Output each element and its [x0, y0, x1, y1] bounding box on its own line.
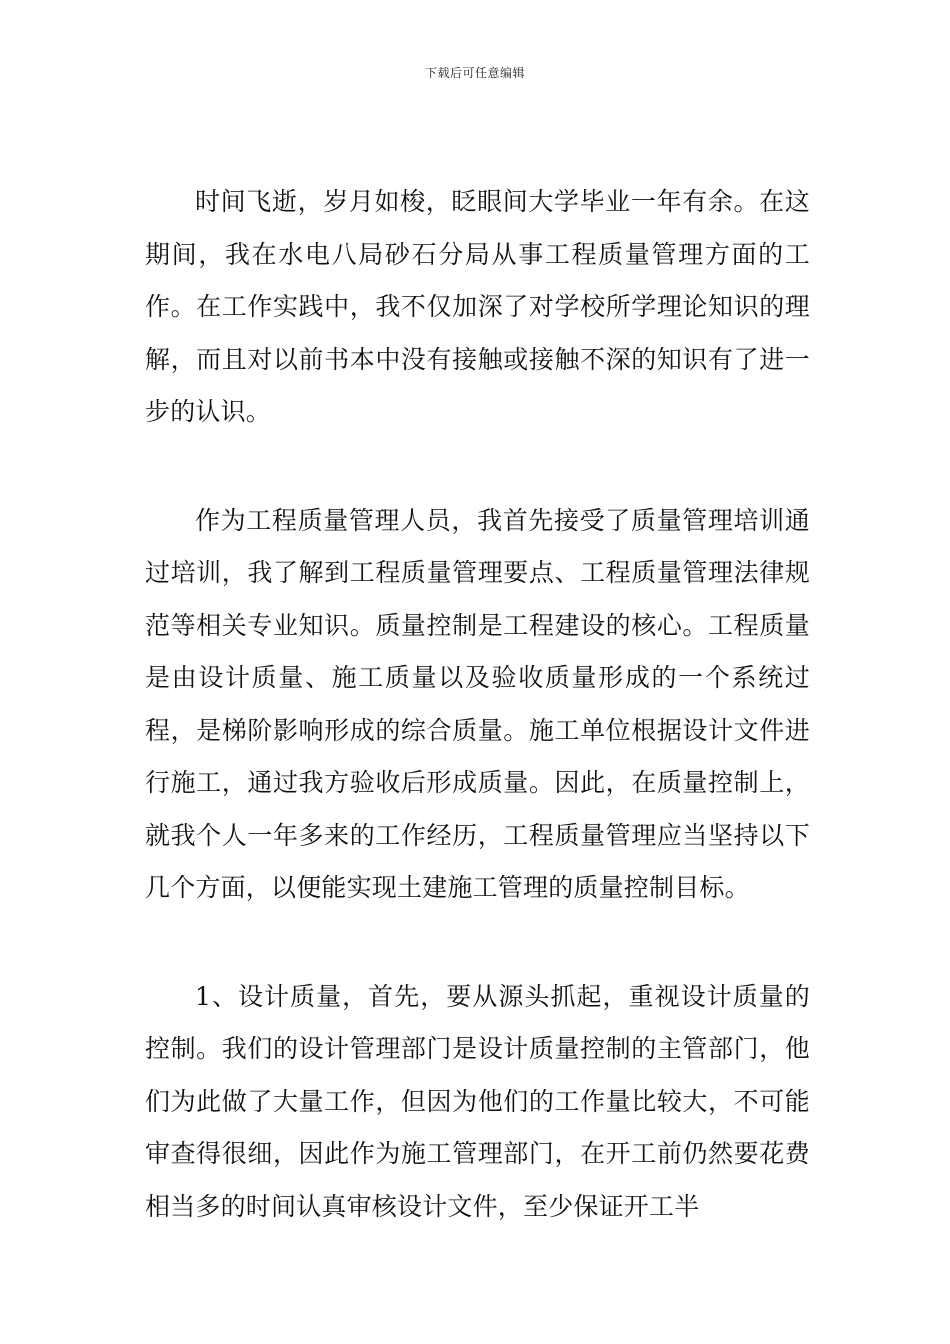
- paragraph-quality-management: 作为工程质量管理人员，我首先接受了质量管理培训通过培训，我了解到工程质量管理要点、工程质量管理法律规范等相关专业知识。质量控制是工程建设的核心。工程质量是由设计质量、施工质量以及验收质量形成的一个系统过程，是梯阶影响形成的综合质量。施工单位根据设计文件进行施工，通过我方验收后形成质量。因此，在质量控制上，就我个人一年多来的工作经历，工程质量管理应当坚持以下几个方面，以便能实现土建施工管理的质量控制目标。: [145, 505, 810, 902]
- document-body: [145, 176, 810, 1289]
- paragraph-design-quality: 1、设计质量，首先，要从源头抓起，重视设计质量的控制。我们的设计管理部门是设计质量控制的主管部门，他们为此做了大量工作，但因为他们的工作量比较大，不可能审查得很细，因此作为施工管理部门，在开工前仍然要花费相当多的时间认真审核设计文件，至少保证开工半: [145, 981, 810, 1221]
- page-header: 下载后可任意编辑: [424, 66, 525, 80]
- paragraph-intro: 时间飞逝，岁月如梭，眨眼间大学毕业一年有余。在这期间，我在水电八局砂石分局从事工程质量管理方面的工作。在工作实践中，我不仅加深了对学校所学理论知识的理解，而且对以前书本中没有接触或接触不深的知识有了进一步的认识。: [145, 187, 810, 426]
